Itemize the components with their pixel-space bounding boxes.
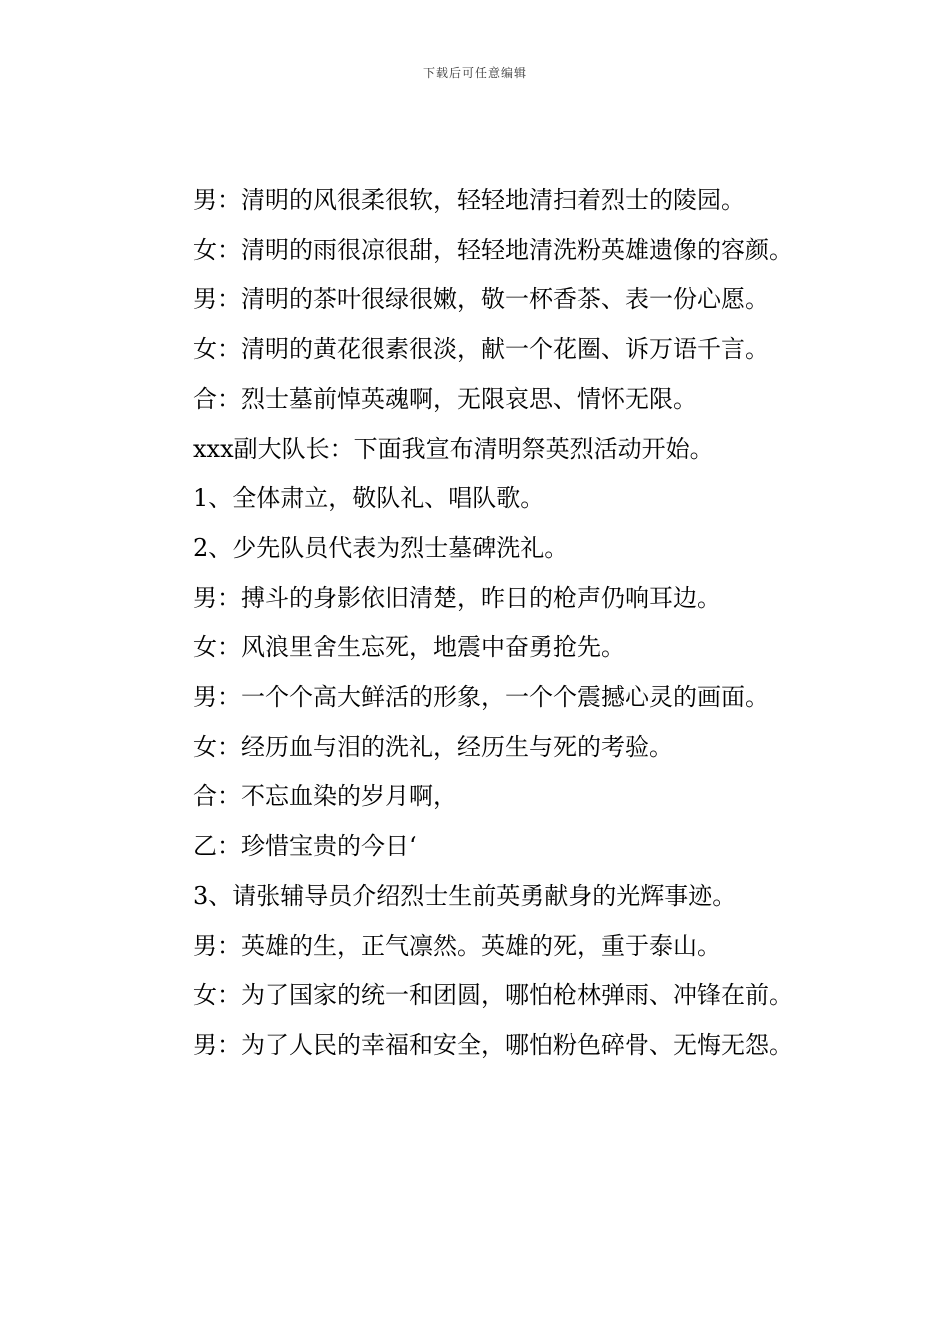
paragraph: 1、全体肃立，敬队礼、唱队歌。 xyxy=(193,484,545,513)
paragraph: 女：清明的雨很凉很甜，轻轻地清洗粉英雄遗像的容颜。 xyxy=(193,235,793,264)
paragraph: 女：为了国家的统一和团圆，哪怕枪林弹雨、冲锋在前。 xyxy=(193,981,793,1010)
paragraph: 男：为了人民的幸福和安全，哪怕粉色碎骨、无悔无怨。 xyxy=(193,1030,793,1059)
paragraph: 合：烈士墓前悼英魂啊，无限哀思、情怀无限。 xyxy=(193,384,697,413)
paragraph: 男：英雄的生，正气凛然。英雄的死，重于泰山。 xyxy=(193,931,721,960)
paragraph: 女：清明的黄花很素很淡，献一个花圈、诉万语千言。 xyxy=(193,335,769,364)
paragraph: 合：不忘血染的岁月啊， xyxy=(193,782,457,811)
paragraph: 女：风浪里舍生忘死，地震中奋勇抢先。 xyxy=(193,633,625,662)
paragraph: 男：清明的风很柔很软，轻轻地清扫着烈士的陵园。 xyxy=(193,186,745,214)
paragraph: 男：一个个高大鲜活的形象，一个个震撼心灵的画面。 xyxy=(193,683,769,712)
paragraph: 男：搏斗的身影依旧清楚，昨日的枪声仍响耳边。 xyxy=(193,583,721,612)
paragraph: 男：清明的茶叶很绿很嫩，敬一杯香茶、表一份心愿。 xyxy=(193,285,769,314)
paragraph: 2、少先队员代表为烈士墓碑洗礼。 xyxy=(193,533,569,562)
page-header: 下载后可任意编辑 xyxy=(422,66,527,80)
paragraph: 3、请张辅导员介绍烈士生前英勇献身的光辉事迹。 xyxy=(193,881,737,910)
paragraph: 乙：珍惜宝贵的今日‘ xyxy=(193,832,417,861)
paragraph: xxx副大队长：下面我宣布清明祭英烈活动开始。 xyxy=(193,434,714,463)
paragraph: 女：经历血与泪的洗礼，经历生与死的考验。 xyxy=(193,732,673,761)
document-body xyxy=(145,176,810,1071)
